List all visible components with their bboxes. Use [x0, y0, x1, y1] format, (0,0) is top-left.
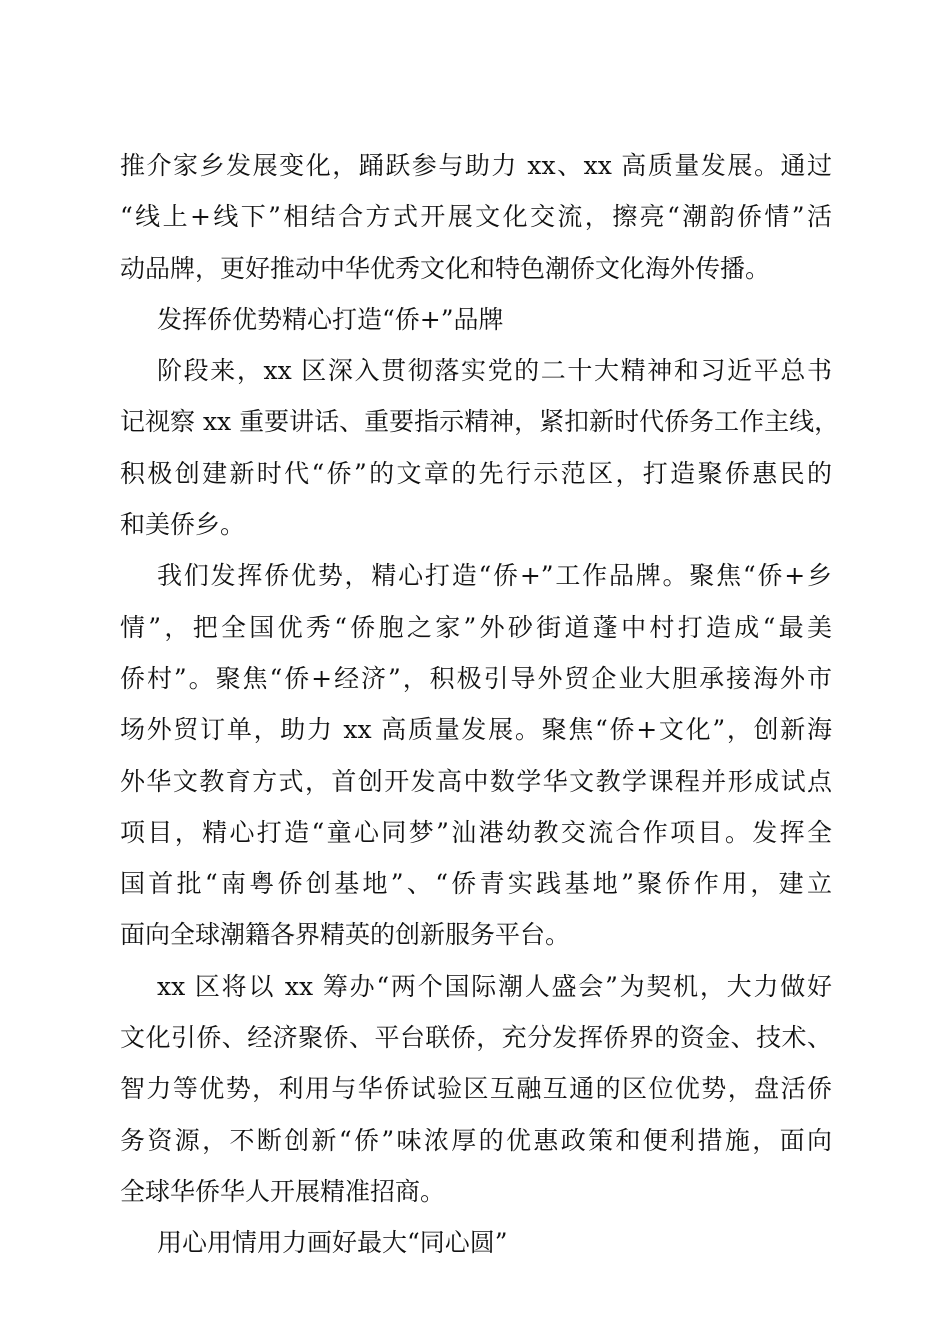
- text-line: 项目，精心打造“童心同梦”汕港幼教交流合作项目。发挥全: [120, 817, 832, 847]
- text-line: 推介家乡发展变化，踊跃参与助力 xx、xx 高质量发展。通过: [120, 151, 832, 180]
- text-line: 动品牌，更好推动中华优秀文化和特色潮侨文化海外传播。: [120, 253, 771, 283]
- section-heading-2: [120, 1217, 832, 1268]
- text-line: 侨村”。聚焦“侨+经济”，积极引导外贸企业大胆承接海外市: [120, 663, 832, 693]
- text-line: xx 区将以 xx 筹办“两个国际潮人盛会”为契机，大力做好: [157, 971, 832, 1001]
- text-line: 务资源，不断创新“侨”味浓厚的优惠政策和便利措施，面向: [120, 1125, 832, 1155]
- text-line: 我们发挥侨优势，精心打造“侨+”工作品牌。聚焦“侨+乡: [157, 561, 832, 591]
- paragraph-2: [120, 345, 840, 550]
- paragraph-1: [120, 140, 832, 294]
- text-line: 记视察 xx 重要讲话、重要指示精神，紧扣新时代侨务工作主线，: [120, 407, 840, 437]
- text-line: 文化引侨、经济聚侨、平台联侨，充分发挥侨界的资金、技术、: [120, 1023, 832, 1053]
- document-body: [120, 140, 840, 1269]
- text-line: 智力等优势，利用与华侨试验区互融互通的区位优势，盘活侨: [120, 1074, 832, 1104]
- text-line: 外华文教育方式，首创开发高中数学华文教学课程并形成试点: [120, 766, 832, 796]
- paragraph-3: [120, 550, 832, 960]
- text-line: 全球华侨华人开展精准招商。: [120, 1176, 446, 1206]
- paragraph-4: [120, 961, 832, 1217]
- section-heading-1: [120, 294, 832, 345]
- text-line: 场外贸订单，助力 xx 高质量发展。聚焦“侨+文化”，创新海: [120, 715, 832, 745]
- text-line: 面向全球潮籍各界精英的创新服务平台。: [120, 920, 571, 950]
- text-line: “线上+线下”相结合方式开展文化交流，擦亮“潮韵侨情”活: [120, 202, 832, 232]
- text-line: 情”，把全国优秀“侨胞之家”外砂街道蓬中村打造成“最美: [120, 612, 832, 642]
- text-line: 国首批“南粤侨创基地”、“侨青实践基地”聚侨作用，建立: [120, 869, 832, 899]
- heading-line: 用心用情用力画好最大“同心圆”: [157, 1228, 508, 1258]
- text-line: 阶段来，xx 区深入贯彻落实党的二十大精神和习近平总书: [157, 356, 832, 386]
- text-line: 和美侨乡。: [120, 510, 246, 540]
- heading-line: 发挥侨优势精心打造“侨+”品牌: [157, 304, 504, 334]
- text-line: 积极创建新时代“侨”的文章的先行示范区，打造聚侨惠民的: [120, 458, 832, 488]
